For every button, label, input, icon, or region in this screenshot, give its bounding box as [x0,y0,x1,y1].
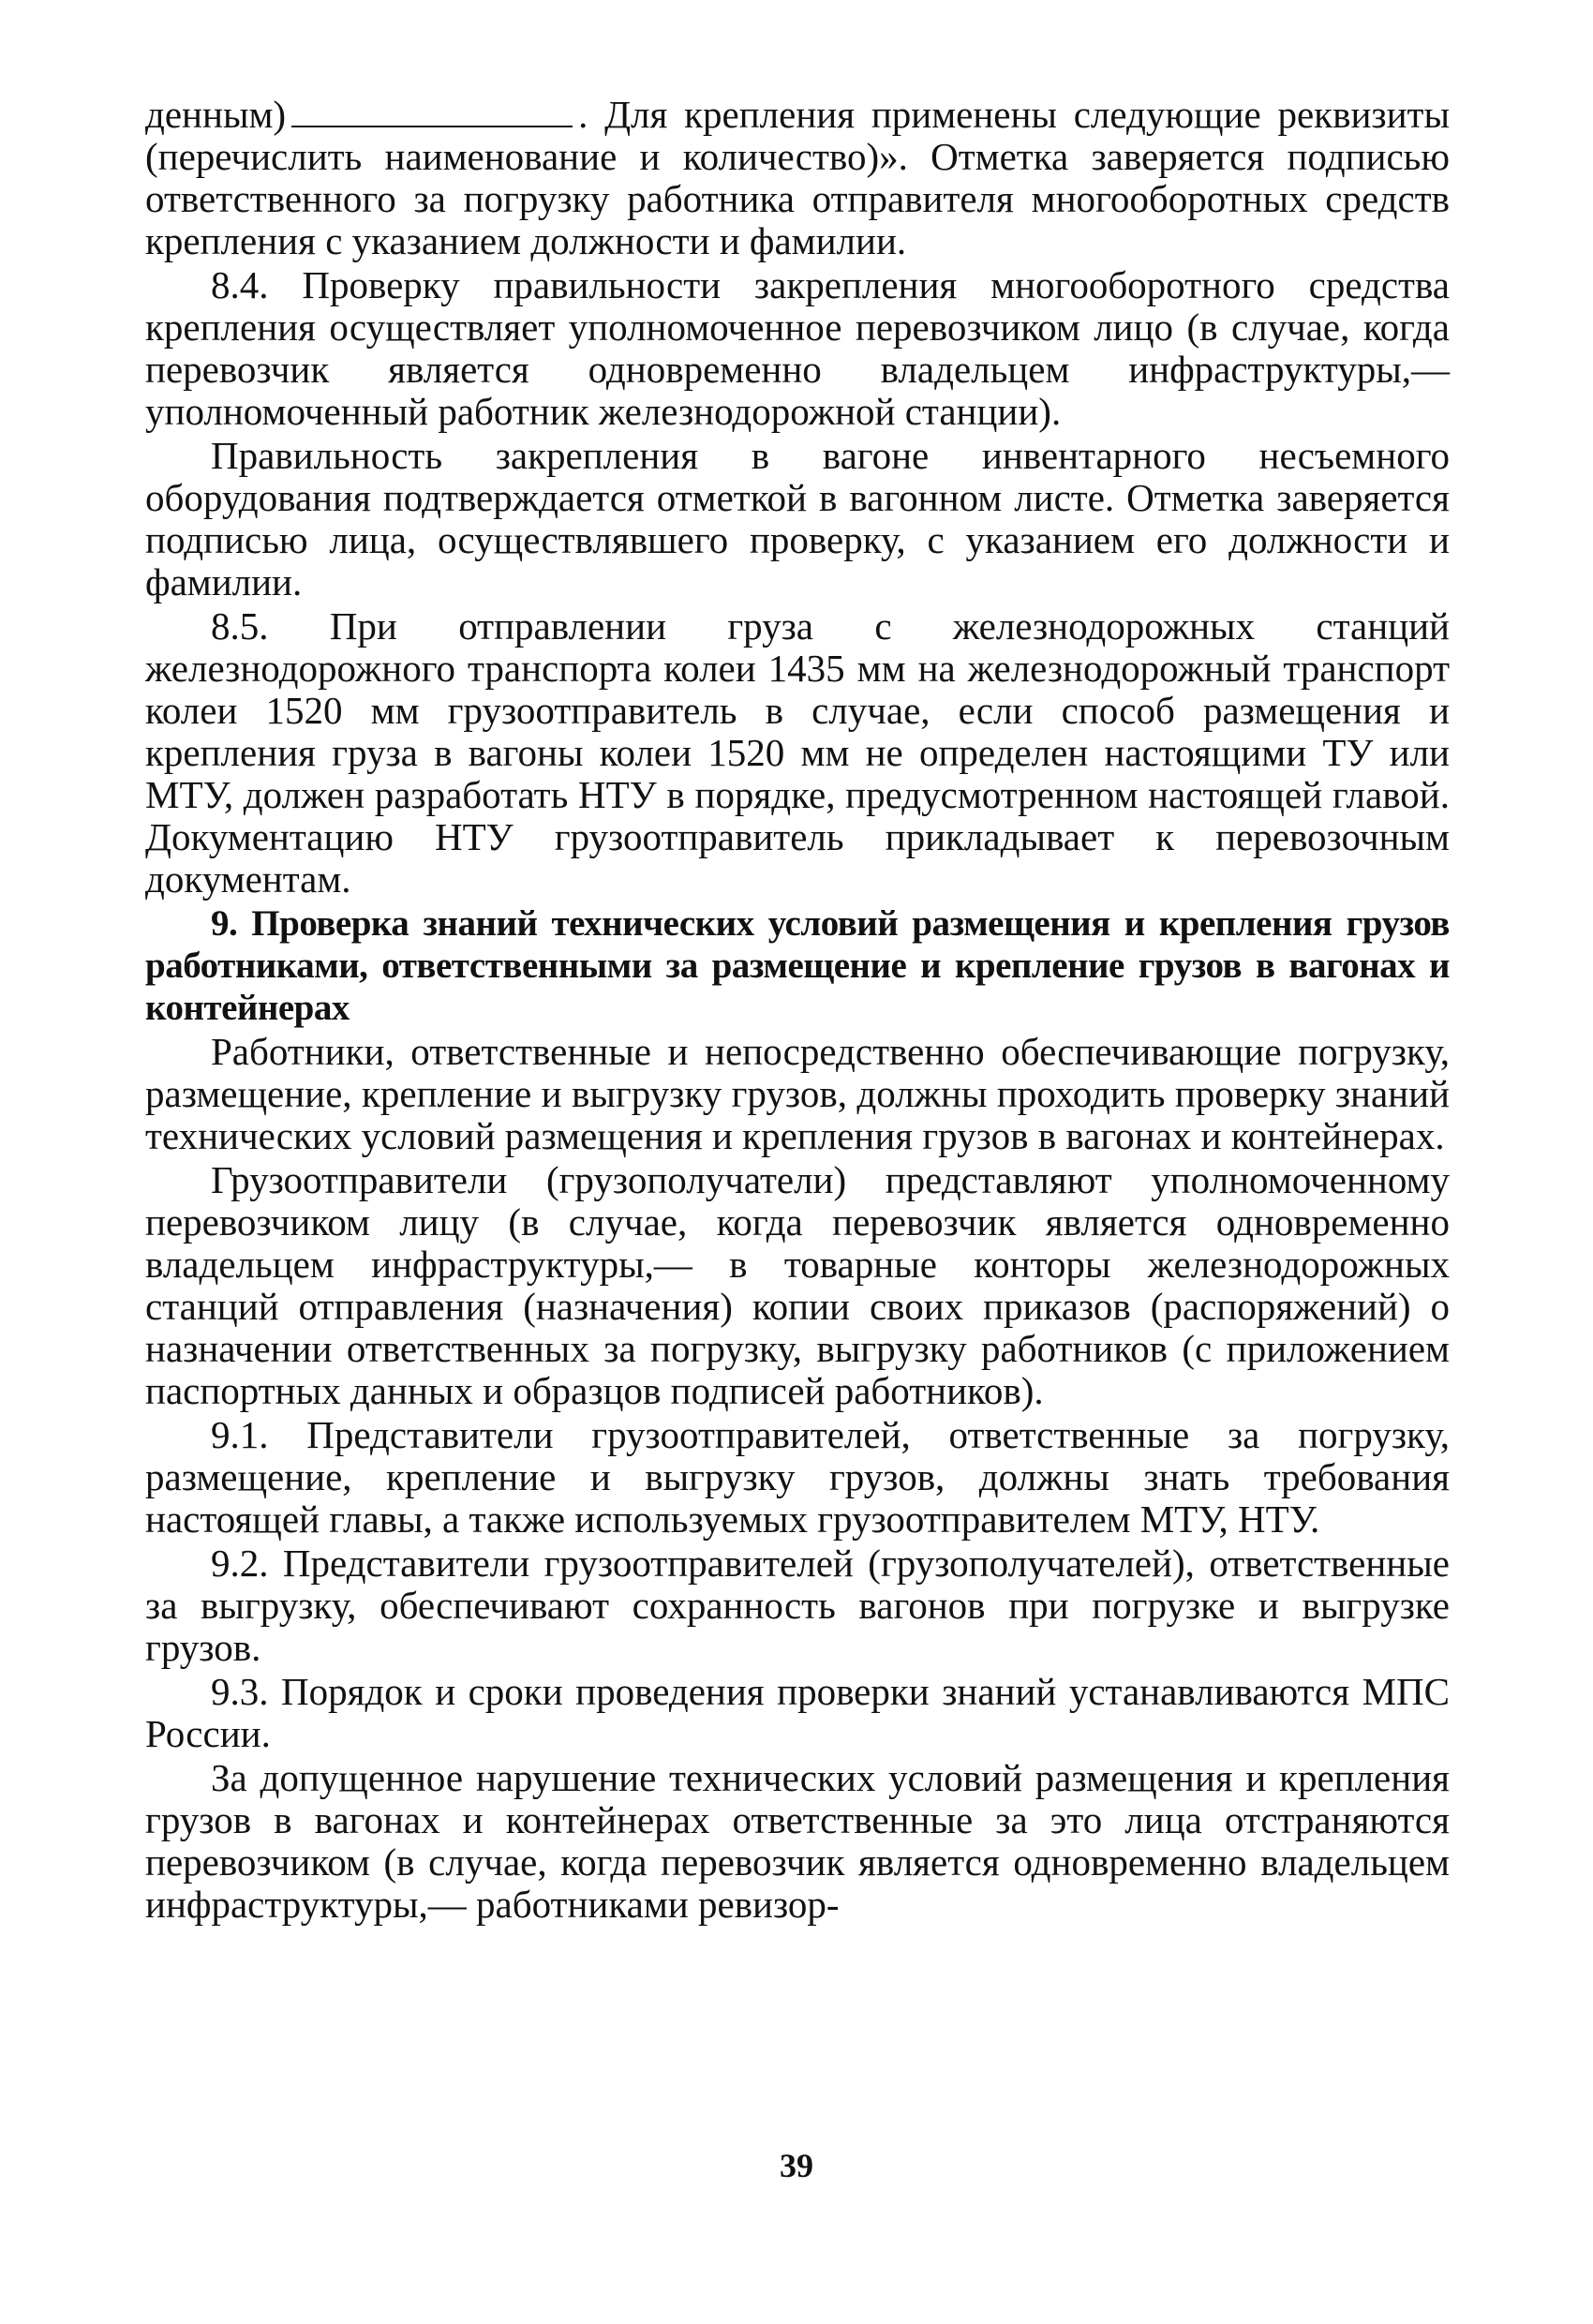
paragraph-8-5: 8.5. При отправлении груза с железнодорожных станций железнодорожного транспорта колеи 1435 мм на железнодорожный транспорт колеи 1520 мм грузоотправитель в случае, если способ размещения и крепления груза в вагоны колеи 1520 мм не определен настоящими ТУ или МТУ, должен разработать НТУ в порядке, предусмотренном настоящей главой. Документацию НТУ грузоотправитель прикладывает к перевозочным документам. [145,604,1450,901]
paragraph-continuation [145,94,1450,262]
page-number: 39 [780,2147,813,2184]
section-heading-9: 9. Проверка знаний технических условий размещения и крепления грузов работниками, ответственными за размещение и крепление грузов в вагонах и контейнерах [145,903,1450,1028]
paragraph-violation: За допущенное нарушение технических условий размещения и крепления грузов в вагонах и контейнерах ответственные за это лица отстраняются перевозчиком (в случае, когда перевозчик является одновременно владельцем инфраструктуры,— работниками ревизор- [145,1756,1450,1926]
document-page [145,94,1450,1928]
paragraph-text: денным) [145,93,287,136]
paragraph-8-4: 8.4. Проверку правильности закрепления многооборотного средства крепления осуществляет уполномоченное перевозчиком лицо (в случае, когда перевозчик является одновременно владельцем инфраструктуры,— уполномоченный работник железнодорожной станции). [145,263,1450,433]
paragraph-9-intro: Работники, ответственные и непосредственно обеспечивающие погрузку, размещение, крепление и выгрузку грузов, должны проходить проверку знаний технических условий размещения и крепления грузов в вагонах и контейнерах. [145,1030,1450,1157]
paragraph-9-3: 9.3. Порядок и сроки проведения проверки знаний устанавливаются МПС России. [145,1670,1450,1755]
paragraph-9-1: 9.1. Представители грузоотправителей, ответственные за погрузку, размещение, крепление и выгрузку грузов, должны знать требования настоящей главы, а также используемых грузоотправителем МТУ, НТУ. [145,1413,1450,1541]
fill-in-blank-line [291,97,573,127]
paragraph-text: . Для крепления применены следующие реквизиты (перечислить наименование и количество)». Отметка заверяется подписью ответственного за погрузку работника отправителя многооборотных средств крепления с указанием должности и фамилии. [145,93,1450,262]
paragraph-9-2: 9.2. Представители грузоотправителей (грузополучателей), ответственные за выгрузку, обеспечивают сохранность вагонов при погрузке и выгрузке грузов. [145,1542,1450,1669]
paragraph-8-4-note: Правильность закрепления в вагоне инвентарного несъемного оборудования подтверждается отметкой в вагонном листе. Отметка заверяется подписью лица, осуществлявшего проверку, с указанием его должности и фамилии. [145,434,1450,603]
paragraph-9-orders: Грузоотправители (грузополучатели) представляют уполномоченному перевозчиком лицу (в случае, когда перевозчик является одновременно владельцем инфраструктуры,— в товарные конторы железнодорожных станций отправления (назначения) копии своих приказов (распоряжений) о назначении ответственных за погрузку, выгрузку работников (с приложением паспортных данных и образцов подписей работников). [145,1158,1450,1412]
